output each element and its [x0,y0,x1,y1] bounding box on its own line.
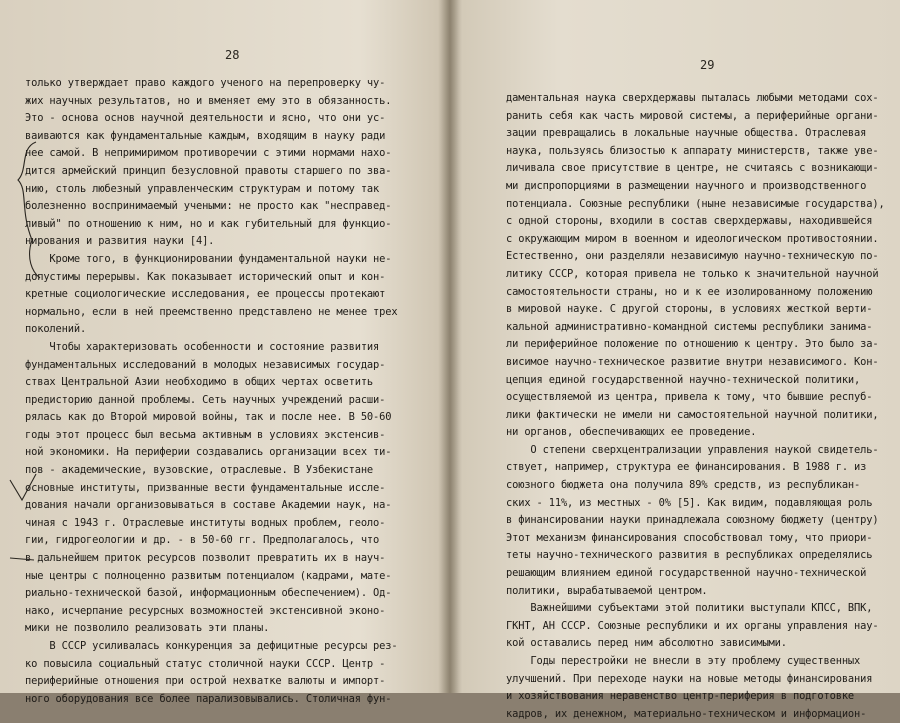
text-line: союзного бюджета она получила 89% средств, из республикан- [506,479,861,492]
text-line: ствах Центральной Азии необходимо в общих чертах осветить [25,376,374,389]
text-line: кальной административно-командной системы республики занима- [506,320,873,333]
margin-tick-mark [8,548,38,568]
text-line: ми диспропорциями в размещении научного и производственного [506,179,867,192]
text-line: Кроме того, в функционировании фундаментальной науки не- [25,252,392,265]
text-line: ГКНТ, АН СССР. Союзные республики и их органы управления нау- [506,619,879,632]
text-line: литику СССР, которая привела не только к значительной научной [506,267,879,280]
text-line: Естественно, они разделяли независимую научно-техническую по- [506,250,879,263]
left-page-text [25,75,397,708]
text-line: ные центры с полноценно развитым потенциалом (кадрами, мате- [25,569,392,582]
margin-check-mark [8,470,38,510]
text-line: политики, вырабатываемой центром. [506,584,708,597]
text-line: болезненно воспринимаемый учеными: не просто как "несправед- [25,200,392,213]
text-line: рялась как до Второй мировой войны, так и после нее. В 50-60 [25,411,392,424]
text-line: Этот механизм финансирования способствовал тому, что приори- [506,531,873,544]
text-line: в мировой науке. С другой стороны, в условиях жесткой верти- [506,303,873,316]
text-line: предисторию данной проблемы. Сеть научных учреждений расши- [25,393,386,406]
text-line: в дальнейшем приток ресурсов позволит превратить их в науч- [25,552,386,565]
text-line: жих научных результатов, но и вменяет ему это в обязанность. [25,94,392,107]
text-line: Важнейшими субъектами этой политики выступали КПСС, ВПК, [506,602,873,615]
text-line: висимое научно-техническое развитие внутри независимого. Кон- [506,355,879,368]
right-page [450,0,900,720]
page-number-right: 29 [700,58,715,72]
text-line: ного оборудования все более парализовывались. Столичная фун- [25,692,392,705]
text-line: ли периферийное положение по отношению к центру. Это было за- [506,338,879,351]
text-line: нако, исчерпание ресурсных возможностей экстенсивной эконо- [25,604,386,617]
text-line: Чтобы характеризовать особенности и состояние развития [25,340,380,353]
text-line: Годы перестройки не внесли в эту проблему существенных [506,655,861,667]
text-line: зации превращались в локальные научные общества. Отраслевая [506,127,867,140]
text-line: пов - академические, вузовские, отраслевые. В Узбекистане [25,464,374,477]
text-line: потенциала. Союзные республики (ныне независимые государства), [506,197,885,210]
text-line: ранить себя как часть мировой системы, а периферийные органи- [506,109,879,122]
text-line: только утверждает право каждого ученого на перепроверку чу- [25,77,386,89]
text-line: ни органов, обеспечивающих ее проведение. [506,426,757,439]
text-line: дования начали организовываться в составе Академии наук, на- [25,499,392,512]
text-line: допустимы перерывы. Как показывает исторический опыт и кон- [25,270,386,283]
text-line: ваиваются как фундаментальные каждым, входящим в науку ради [25,129,386,142]
text-line: в финансировании науки принадлежала союзному бюджету (центру) [506,514,879,527]
text-line: гии, гидрогеологии и др. - в 50-60 гг. Предполагалось, что [25,534,380,547]
text-line: ной экономики. На периферии создавались организации всех ти- [25,446,392,459]
text-line: ских - 11%, из местных - 0% [5]. Как видим, подавляющая роль [506,496,873,509]
text-line: цепция единой государственной научно-технической политики, [506,373,861,386]
text-line: даментальная наука сверхдержавы пыталась любыми методами сох- [506,92,879,104]
text-line: ливый" по отношению к ним, но и как губительный для функцио- [25,217,392,230]
text-line: поколений. [25,323,87,336]
text-line: риально-технической базой, информационным обеспечением). Од- [25,587,392,600]
text-line: лики фактически не имели ни самостоятельной научной политики, [506,408,879,421]
margin-bracket-mark [6,140,46,280]
text-line: ствует, например, структура ее финансирования. В 1988 г. из [506,461,867,474]
text-line: с окружающим миром в военном и идеологическом противостоянии. [506,232,879,245]
text-line: осуществляемой из центра, привела к тому, что бывшие респуб- [506,391,873,404]
text-line: решающим влиянием единой государственной научно-технической [506,567,867,580]
text-line: нее самой. В непримиримом противоречии с этими нормами нахо- [25,147,392,160]
text-line: дится армейский принцип безусловной правоты старшего по зва- [25,164,392,177]
text-line: нирования и развития науки [4]. [25,235,215,248]
right-page-text [506,90,885,723]
text-line: фундаментальных исследований в молодых независимых государ- [25,358,386,371]
text-line: с одной стороны, входили в состав сверхдержавы, находившейся [506,215,873,228]
page-number-left: 28 [225,48,240,62]
text-line: В СССР усиливалась конкуренция за дефицитные ресурсы рез- [25,640,398,652]
text-line: наука, пользуясь близостью к аппарату министерств, также уве- [506,144,879,157]
text-line: кой оставались перед ним абсолютно зависимыми. [506,637,787,650]
text-line: О степени сверхцентрализации управления наукой свидетель- [506,443,879,456]
text-line: и хозяйствования неравенство центр-периферия в подготовке [506,690,855,703]
text-line: улучшений. При переходе науки на новые методы финансирования [506,672,873,685]
text-line: основные институты, призванные вести фундаментальные иссле- [25,481,386,494]
text-line: личивала свое присутствие в центре, не считаясь с возникающи- [506,162,879,175]
text-line: ко повысила социальный статус столичной науки СССР. Центр - [25,657,386,670]
text-line: теты научно-технического развития в республиках определялись [506,549,873,562]
text-line: периферийные отношения при острой нехватке валюты и импорт- [25,675,386,688]
text-line: кретные социологические исследования, ее процессы протекают [25,288,386,301]
text-line: мики не позволило реализовать эти планы. [25,622,270,635]
text-line: чиная с 1943 г. Отраслевые институты водных проблем, геоло- [25,516,386,529]
text-line: Это - основа основ научной деятельности и ясно, что они ус- [25,112,386,125]
left-page [0,0,450,705]
text-line: кадров, их денежном, материально-техническом и информацион- [506,707,867,720]
text-line: годы этот процесс был весьма активным в условиях экстенсив- [25,428,386,441]
text-line: нормально, если в ней преемственно представлено не менее трех [25,305,398,318]
text-line: нию, столь любезный управленческим структурам и потому так [25,182,380,195]
text-line: самостоятельности страны, но и к ее изолированному положению [506,285,873,298]
